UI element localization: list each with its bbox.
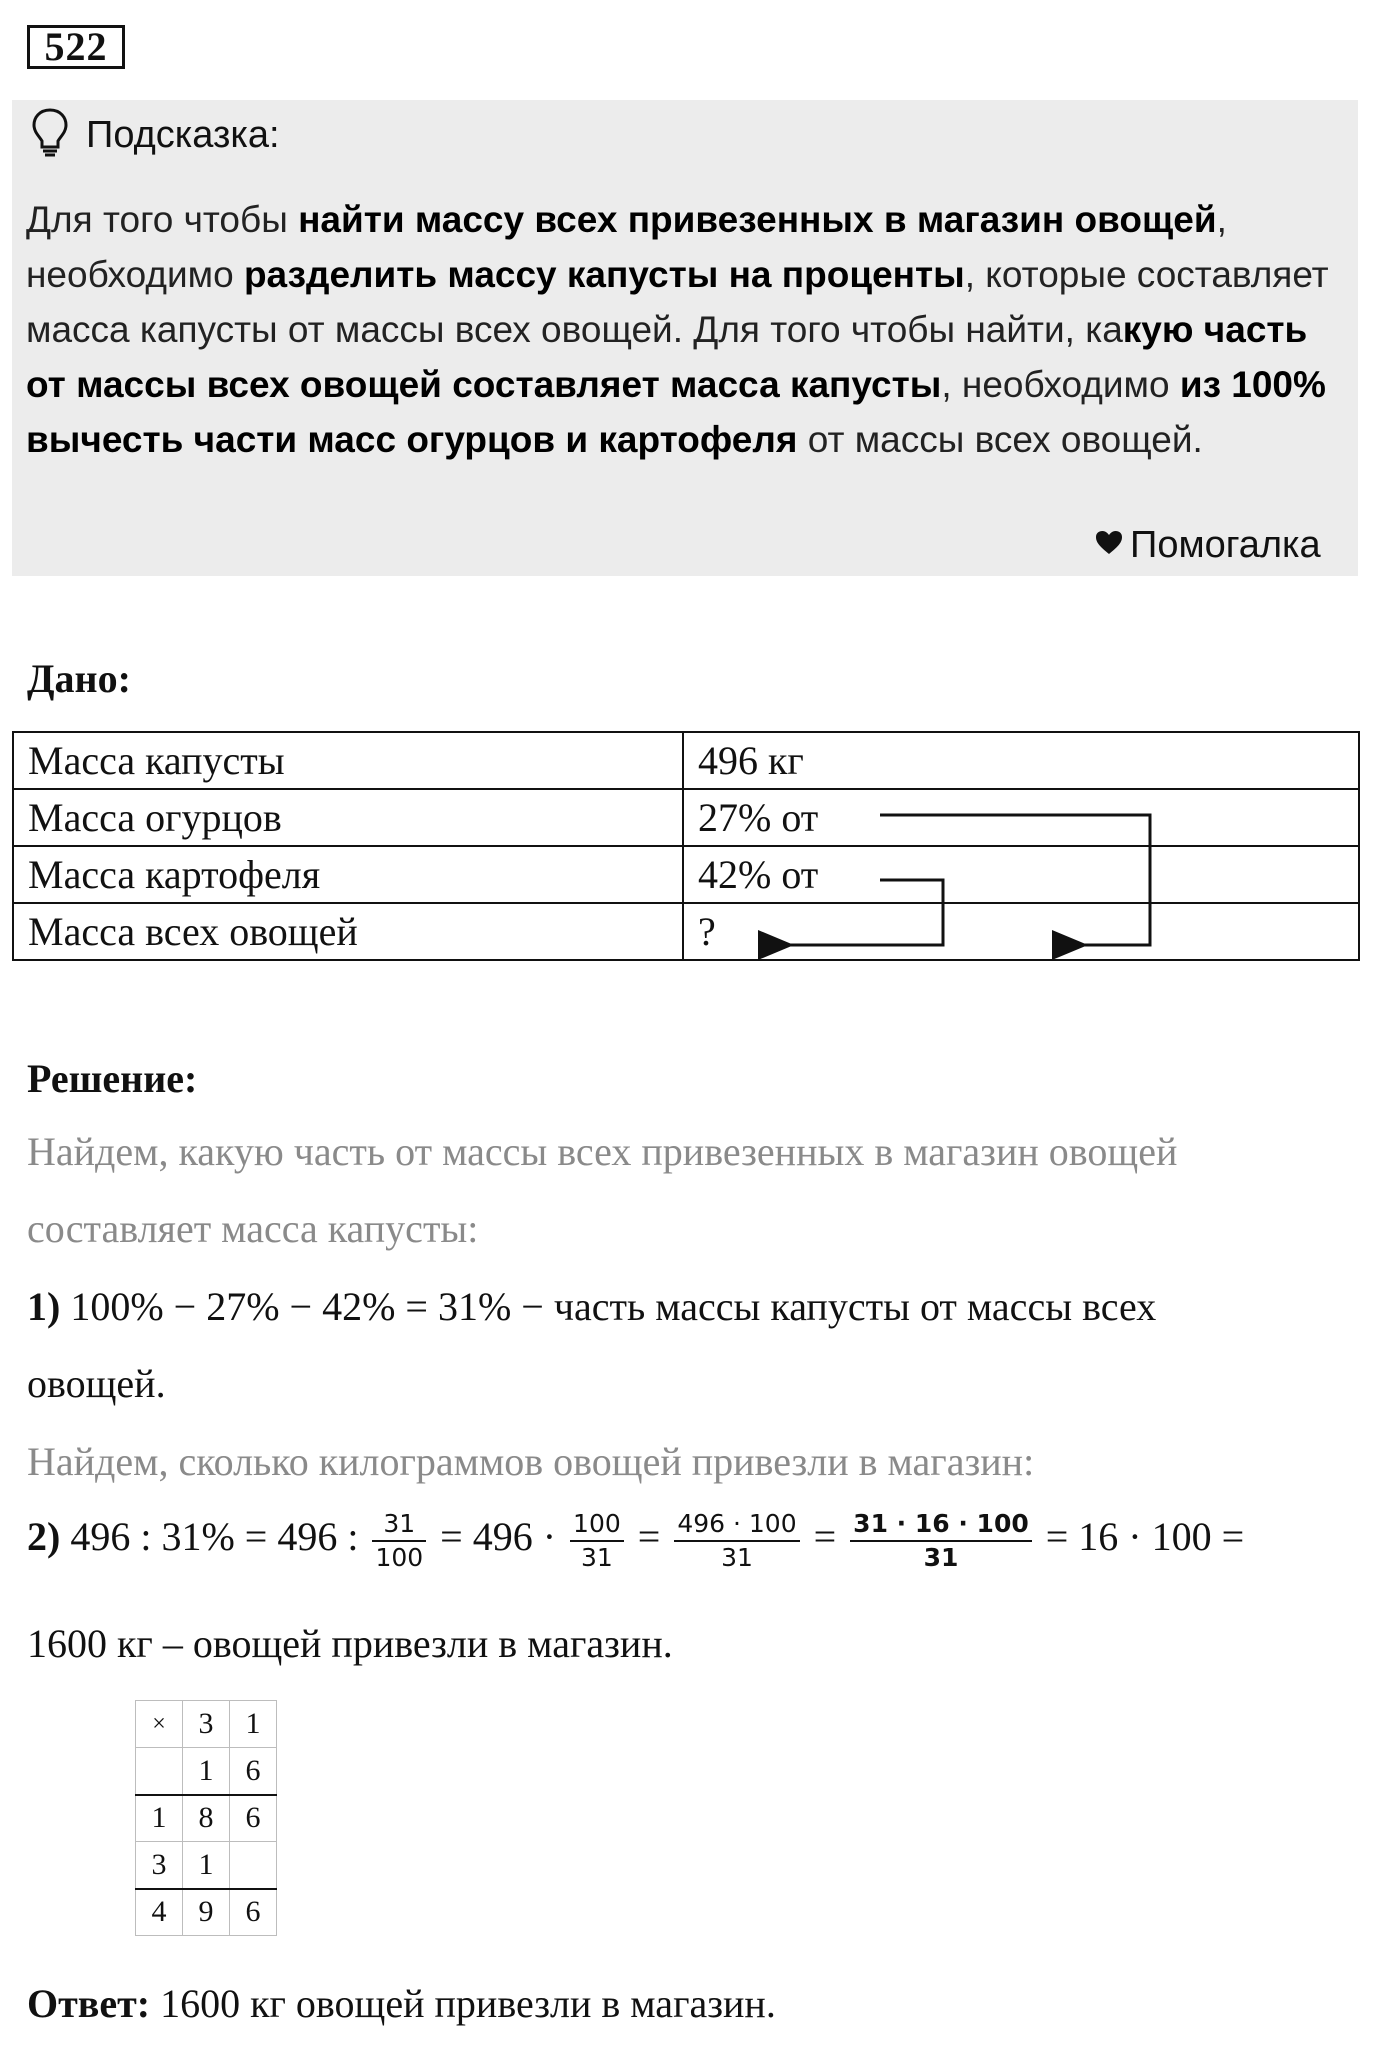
step-2-part: 496 : 31% = 496 : [60,1514,369,1560]
step-1-text: 100% − 27% − 42% = 31% − часть массы капусты от массы всех [60,1284,1157,1329]
task-number: 522 [27,25,125,69]
grid-cell [230,1842,277,1889]
fraction-2-den: 31 [581,1543,613,1572]
fraction-3-num: 496 · 100 [674,1508,799,1542]
hint-text [26,192,1346,467]
given-value: 496 кг [683,732,1359,789]
step-2-number: 2) [27,1514,61,1560]
grid-cell: 1 [183,1748,230,1795]
given-table [12,731,1360,961]
answer [27,1980,776,2027]
grid-cell: 1 [183,1842,230,1889]
grid-cell: 9 [183,1889,230,1936]
hint-segment-bold: кую часть от массы всех овощей составляет масса капусты [26,309,1308,405]
given-value: 27% от [683,789,1359,846]
multiplication-grid [135,1700,277,1936]
grid-row [136,1889,277,1936]
grid-row [136,1795,277,1842]
given-value: 42% от [683,846,1359,903]
hint-segment: от массы всех овощей. [797,419,1203,460]
hint-segment: , необходимо [941,364,1180,405]
solution-step-1 [27,1283,1156,1330]
grid-cell: 1 [230,1701,277,1748]
grid-cell: 1 [136,1795,183,1842]
grid-cell: 3 [136,1842,183,1889]
grid-cell: 4 [136,1889,183,1936]
credit-text: Помогалка [1130,524,1321,566]
given-title: Дано: [27,656,131,701]
given-label: Масса огурцов [13,789,683,846]
solution-step-2 [27,1508,1244,1574]
grid-row [136,1701,277,1748]
solution-title: Решение: [27,1056,198,1101]
grid-row [136,1842,277,1889]
fraction-2 [570,1508,624,1574]
table-row [13,846,1359,903]
step-2-part: = 496 · [430,1514,567,1560]
table-row [13,732,1359,789]
lightbulb-icon [30,107,70,159]
grid-cell: 6 [230,1889,277,1936]
hint-segment-bold: найти массу всех привезенных в магазин овощей [298,199,1217,240]
table-row [13,789,1359,846]
grid-row [136,1748,277,1795]
fraction-2-num: 100 [570,1508,624,1542]
answer-text: 1600 кг овощей привезли в магазин. [150,1981,776,2026]
fraction-4-den: 31 [923,1543,959,1572]
fraction-1-num: 31 [372,1508,426,1542]
hint-segment-bold: из 100% вычесть части масс огурцов и картофеля [26,364,1326,460]
solution-intro-2: Найдем, сколько килограммов овощей привезли в магазин: [27,1439,1035,1484]
step-2-part: = [803,1514,847,1560]
solution-step-1-cont: овощей. [27,1361,166,1406]
step-1-number: 1) [27,1284,61,1329]
hint-segment: Для того чтобы [26,199,299,240]
solution-intro-1a: Найдем, какую часть от массы всех привезенных в магазин овощей [27,1129,1178,1174]
grid-cell: × [136,1701,183,1748]
grid-cell [136,1748,183,1795]
grid-cell: 3 [183,1701,230,1748]
grid-cell: 6 [230,1748,277,1795]
hint-segment-bold: разделить массу капусты на проценты [243,254,965,295]
grid-cell: 6 [230,1795,277,1842]
solution-intro-1b: составляет масса капусты: [27,1206,479,1251]
fraction-1 [372,1508,426,1574]
given-label: Масса всех овощей [13,903,683,960]
hint-segment: , которые составляет масса капусты от массы всех овощей. Для того чтобы найти, ка [26,254,1329,350]
grid-cell: 8 [183,1795,230,1842]
table-row [13,903,1359,960]
fraction-4 [850,1508,1032,1574]
given-label: Масса капусты [13,732,683,789]
fraction-3-den: 31 [721,1543,753,1572]
step-2-part: = 16 · 100 = [1035,1514,1245,1560]
given-label: Масса картофеля [13,846,683,903]
fraction-1-den: 100 [375,1543,424,1572]
answer-label: Ответ: [27,1981,151,2026]
given-value: ? [683,903,1359,960]
step-2-part: = [627,1514,671,1560]
hint-segment: , необходимо [26,199,1227,295]
solution-step-2-cont: 1600 кг – овощей привезли в магазин. [27,1621,673,1666]
fraction-4-num: 31 · 16 · 100 [850,1508,1032,1542]
fraction-3 [674,1508,799,1574]
hint-title: Подсказка: [86,114,280,156]
credit-label [1090,520,1321,570]
